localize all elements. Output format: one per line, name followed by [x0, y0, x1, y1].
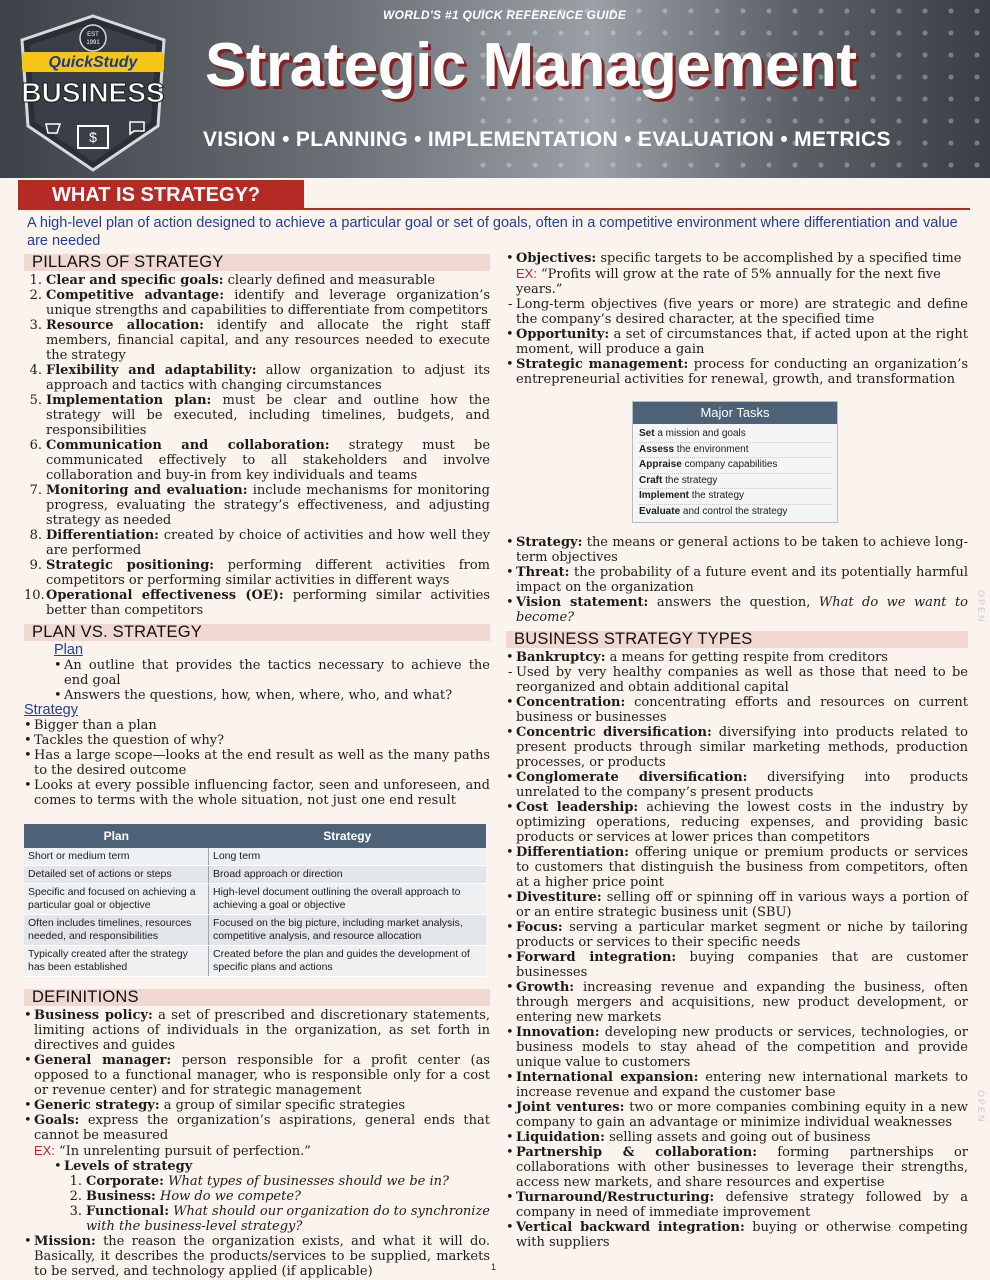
list-item: 2. Business: How do we compete? — [69, 1189, 301, 1204]
table-header: Strategy — [209, 824, 487, 848]
list-item: • Conglomerate diversification: diversifying into products unrelated to the company’s present products — [506, 770, 968, 800]
list-item: 10. Operational effectiveness (OE): performing similar activities better than competitors — [24, 588, 490, 618]
list-item: • Tackles the question of why? — [24, 733, 490, 748]
list-item: • Answers the questions, how, when, where, who, and what? — [54, 688, 490, 703]
list-item: • Divestiture: selling off or spinning off in various ways a portion of or an entire strategic business unit (SBU) — [506, 890, 968, 920]
list-item: 9. Strategic positioning: performing different activities from competitors or performing similar activities in different ways — [29, 558, 490, 588]
svg-text:EST: EST — [87, 32, 99, 38]
section-heading-business-strategy-types: BUSINESS STRATEGY TYPES — [506, 631, 968, 648]
list-item: • Joint ventures: two or more companies combining equity in a new company to gain an advantage or minimize individual weaknesses — [506, 1100, 968, 1130]
strategy-types-list — [506, 695, 968, 1250]
objectives-note: - Long-term objectives (five years or more) are strategic and define the company’s desired character, at the specified time — [506, 297, 968, 327]
section-heading-plan-vs-strategy: PLAN VS. STRATEGY — [24, 624, 490, 641]
list-item: • Cost leadership: achieving the lowest costs in the industry by optimizing operations, reducing expenses, and providing basic products or services at lower prices than competitors — [506, 800, 968, 845]
list-item: • Concentration: concentrating efforts and resources on current business or businesses — [506, 695, 968, 725]
list-item: • Generic strategy: a group of similar specific strategies — [24, 1098, 490, 1113]
list-item: • An outline that provides the tactics necessary to achieve the end goal — [54, 658, 490, 688]
list-item: 1. Corporate: What types of businesses should we be in? — [69, 1174, 450, 1189]
quickstudy-badge-logo — [18, 14, 168, 172]
pillars-list — [24, 273, 490, 618]
svg-text:1991: 1991 — [86, 40, 100, 46]
right-column — [506, 251, 968, 1250]
list-item: 6. Communication and collaboration: strategy must be communicated effectively to all stakeholders and involve collaboration and buy-in from key individuals and teams — [29, 438, 491, 483]
section-heading-definitions: DEFINITIONS — [24, 989, 490, 1006]
open-tab-label: OPEN — [976, 590, 986, 624]
table-row: Short or medium term Long term — [24, 848, 486, 866]
svg-text:BUSINESS: BUSINESS — [21, 77, 165, 108]
list-item: • Strategy: the means or general actions to be taken to achieve long-term objectives — [506, 535, 968, 565]
list-item: • Business policy: a set of prescribed and discretionary statements, limiting actions of individuals in the organization, as set forth in directives and guides — [24, 1008, 490, 1053]
plan-subheading: Plan — [54, 642, 84, 658]
list-item: • Turnaround/Restructuring: defensive strategy followed by a company in need of immediate improvement — [506, 1190, 968, 1220]
definitions-list-right — [506, 251, 968, 266]
list-item: • Growth: increasing revenue and expanding the business, often through mergers and acquisitions, new product development, or entering new markets — [506, 980, 968, 1025]
definitions-list — [24, 1008, 490, 1143]
list-item: 7. Monitoring and evaluation: include mechanisms for monitoring progress, evaluating the strategy’s effectiveness, and adjusting strategy as needed — [29, 483, 490, 528]
plan-list — [54, 658, 490, 703]
table-row: Often includes timelines, resources needed, and responsibilities Focused on the big picture, including market analysis, competitive analysis, and resource allocation — [24, 915, 486, 946]
list-item: • Innovation: developing new products or services, technologies, or business models to stay ahead of the competition and provide unique value to customers — [506, 1025, 968, 1070]
strategy-list — [24, 718, 490, 808]
list-item: • Focus: serving a particular market segment or niche by tailoring products or services to their specific needs — [506, 920, 968, 950]
svg-text:QuickStudy: QuickStudy — [48, 54, 138, 71]
section-heading-what-is-strategy: WHAT IS STRATEGY? — [18, 180, 304, 210]
list-item: • Differentiation: offering unique or premium products or services to customers that distinguish the business from competitors, often at a higher price point — [506, 845, 968, 890]
major-tasks-heading: Major Tasks — [633, 402, 837, 424]
page-subtitle: VISION • PLANNING • IMPLEMENTATION • EVALUATION • METRICS — [203, 128, 891, 151]
header-banner — [0, 0, 990, 178]
plan-block — [24, 643, 490, 703]
list-item: • General manager: person responsible for a profit center (as opposed to a functional manager, who is responsible only for a cost or revenue center) and for strategic management — [24, 1053, 490, 1098]
major-tasks-box — [632, 401, 838, 523]
list-item: • Has a large scope—looks at the end result as well as the many paths to the desired outcome — [24, 748, 490, 778]
list-item: 5. Implementation plan: must be clear and outline how the strategy will be executed, including timelines, budgets, and responsibilities — [29, 393, 490, 438]
list-item: • Liquidation: selling assets and going out of business — [506, 1130, 968, 1145]
levels-of-strategy: • Levels of strategy 1. Corporate: What types of businesses should we be in? 2. Business: How do we compete? 3. Functional: What should our organization do to synchronize with the business-level strategy? — [24, 1159, 490, 1234]
list-item: Appraise company capabilities — [639, 458, 831, 474]
list-item: Evaluate and control the strategy — [639, 505, 788, 517]
list-item: • Vertical backward integration: buying or otherwise competing with suppliers — [506, 1220, 968, 1250]
list-item: • International expansion: entering new international markets to increase revenue and expand the customer base — [506, 1070, 968, 1100]
table-row: Specific and focused on achieving a particular goal or objective High-level document outlining the overall approach to achieving a goal or objective — [24, 884, 486, 915]
goals-example: EX: “In unrelenting pursuit of perfection.” — [34, 1143, 311, 1159]
table-row: Detailed set of actions or steps Broad approach or direction — [24, 866, 486, 884]
list-item: • Forward integration: buying companies that are customer businesses — [506, 950, 968, 980]
list-item: • Goals: express the organization’s aspirations, general ends that cannot be measured — [24, 1113, 490, 1143]
top-tagline: WORLD'S #1 QUICK REFERENCE GUIDE — [383, 8, 627, 22]
list-item: Implement the strategy — [639, 489, 831, 505]
table-header: Plan — [24, 824, 209, 848]
list-item: • Partnership & collaboration: forming partnerships or collaborations with other businesses to leverage their strengths, access new markets, and share resources and expertise — [506, 1145, 968, 1190]
page-number: 1 — [491, 1262, 497, 1272]
list-item: • Strategic management: process for conducting an organization’s entrepreneurial activities for renewal, growth, and transformation — [506, 357, 968, 387]
list-item: • Threat: the probability of a future event and its potentially harmful impact on the organization — [506, 565, 968, 595]
list-item: Set a mission and goals — [639, 427, 831, 443]
list-item: 4. Flexibility and adaptability: allow organization to adjust its approach and tactics with changing circumstances — [29, 363, 491, 393]
list-item: Assess the environment — [639, 443, 831, 459]
levels-list — [54, 1174, 490, 1234]
table-row: Typically created after the strategy has been established Created before the plan and guides the development of specific plans and actions — [24, 946, 486, 977]
list-item: 3. Functional: What should our organization do to synchronize with the business-level strategy? — [69, 1204, 490, 1234]
list-item: 8. Differentiation: created by choice of activities and how well they are performed — [29, 528, 490, 558]
list-item: Craft the strategy — [639, 474, 831, 490]
bankruptcy-note: - Used by very healthy companies as well as those that need to be reorganized and obtain additional capital — [506, 665, 968, 695]
list-item: • Bigger than a plan — [24, 718, 490, 733]
list-item: • Concentric diversification: diversifying into products related to present products through similar marketing methods, production processes, or products — [506, 725, 968, 770]
left-column — [24, 254, 490, 1279]
strategy-definition: A high-level plan of action designed to achieve a particular goal or set of goals, often in a competitive environment where differentiation and value are needed — [27, 215, 958, 249]
list-item: • Objectives: specific targets to be accomplished by a specified time — [506, 251, 968, 266]
divider — [18, 208, 970, 210]
plan-vs-strategy-table — [24, 824, 486, 977]
page-title: Strategic Management — [205, 31, 857, 100]
list-item: • Vision statement: answers the question, What do we want to become? — [506, 595, 968, 625]
section-heading-pillars: PILLARS OF STRATEGY — [24, 254, 490, 271]
strategy-subheading: Strategy — [24, 702, 78, 718]
open-tab-label: OPEN — [976, 1090, 986, 1124]
list-item: 3. Resource allocation: identify and allocate the right staff members, financial capital, and any resources needed to execute the strategy — [29, 318, 490, 363]
major-tasks-list — [633, 424, 837, 522]
list-item: 2. Competitive advantage: identify and leverage organization’s unique strengths and capabilities to differentiate from competitors — [29, 288, 490, 318]
definitions-list-cont — [24, 1234, 490, 1279]
svg-text:$: $ — [89, 129, 97, 145]
list-item: • Mission: the reason the organization exists, and what it will do. Basically, it describes the products/services to be supplied, markets to be served, and technology applied (if applicable) — [24, 1234, 490, 1279]
list-item: • Bankruptcy: a means for getting respite from creditors — [506, 650, 968, 665]
objectives-example: EX: “Profits will grow at the rate of 5% annually for the next five years.” — [516, 266, 941, 297]
list-item: 1. Clear and specific goals: clearly defined and measurable — [29, 273, 436, 288]
list-item: • Looks at every possible influencing factor, seen and unforeseen, and comes to terms with the whole situation, not just one end result — [24, 778, 490, 808]
list-item: • Opportunity: a set of circumstances that, if acted upon at the right moment, will produce a gain — [506, 327, 968, 357]
